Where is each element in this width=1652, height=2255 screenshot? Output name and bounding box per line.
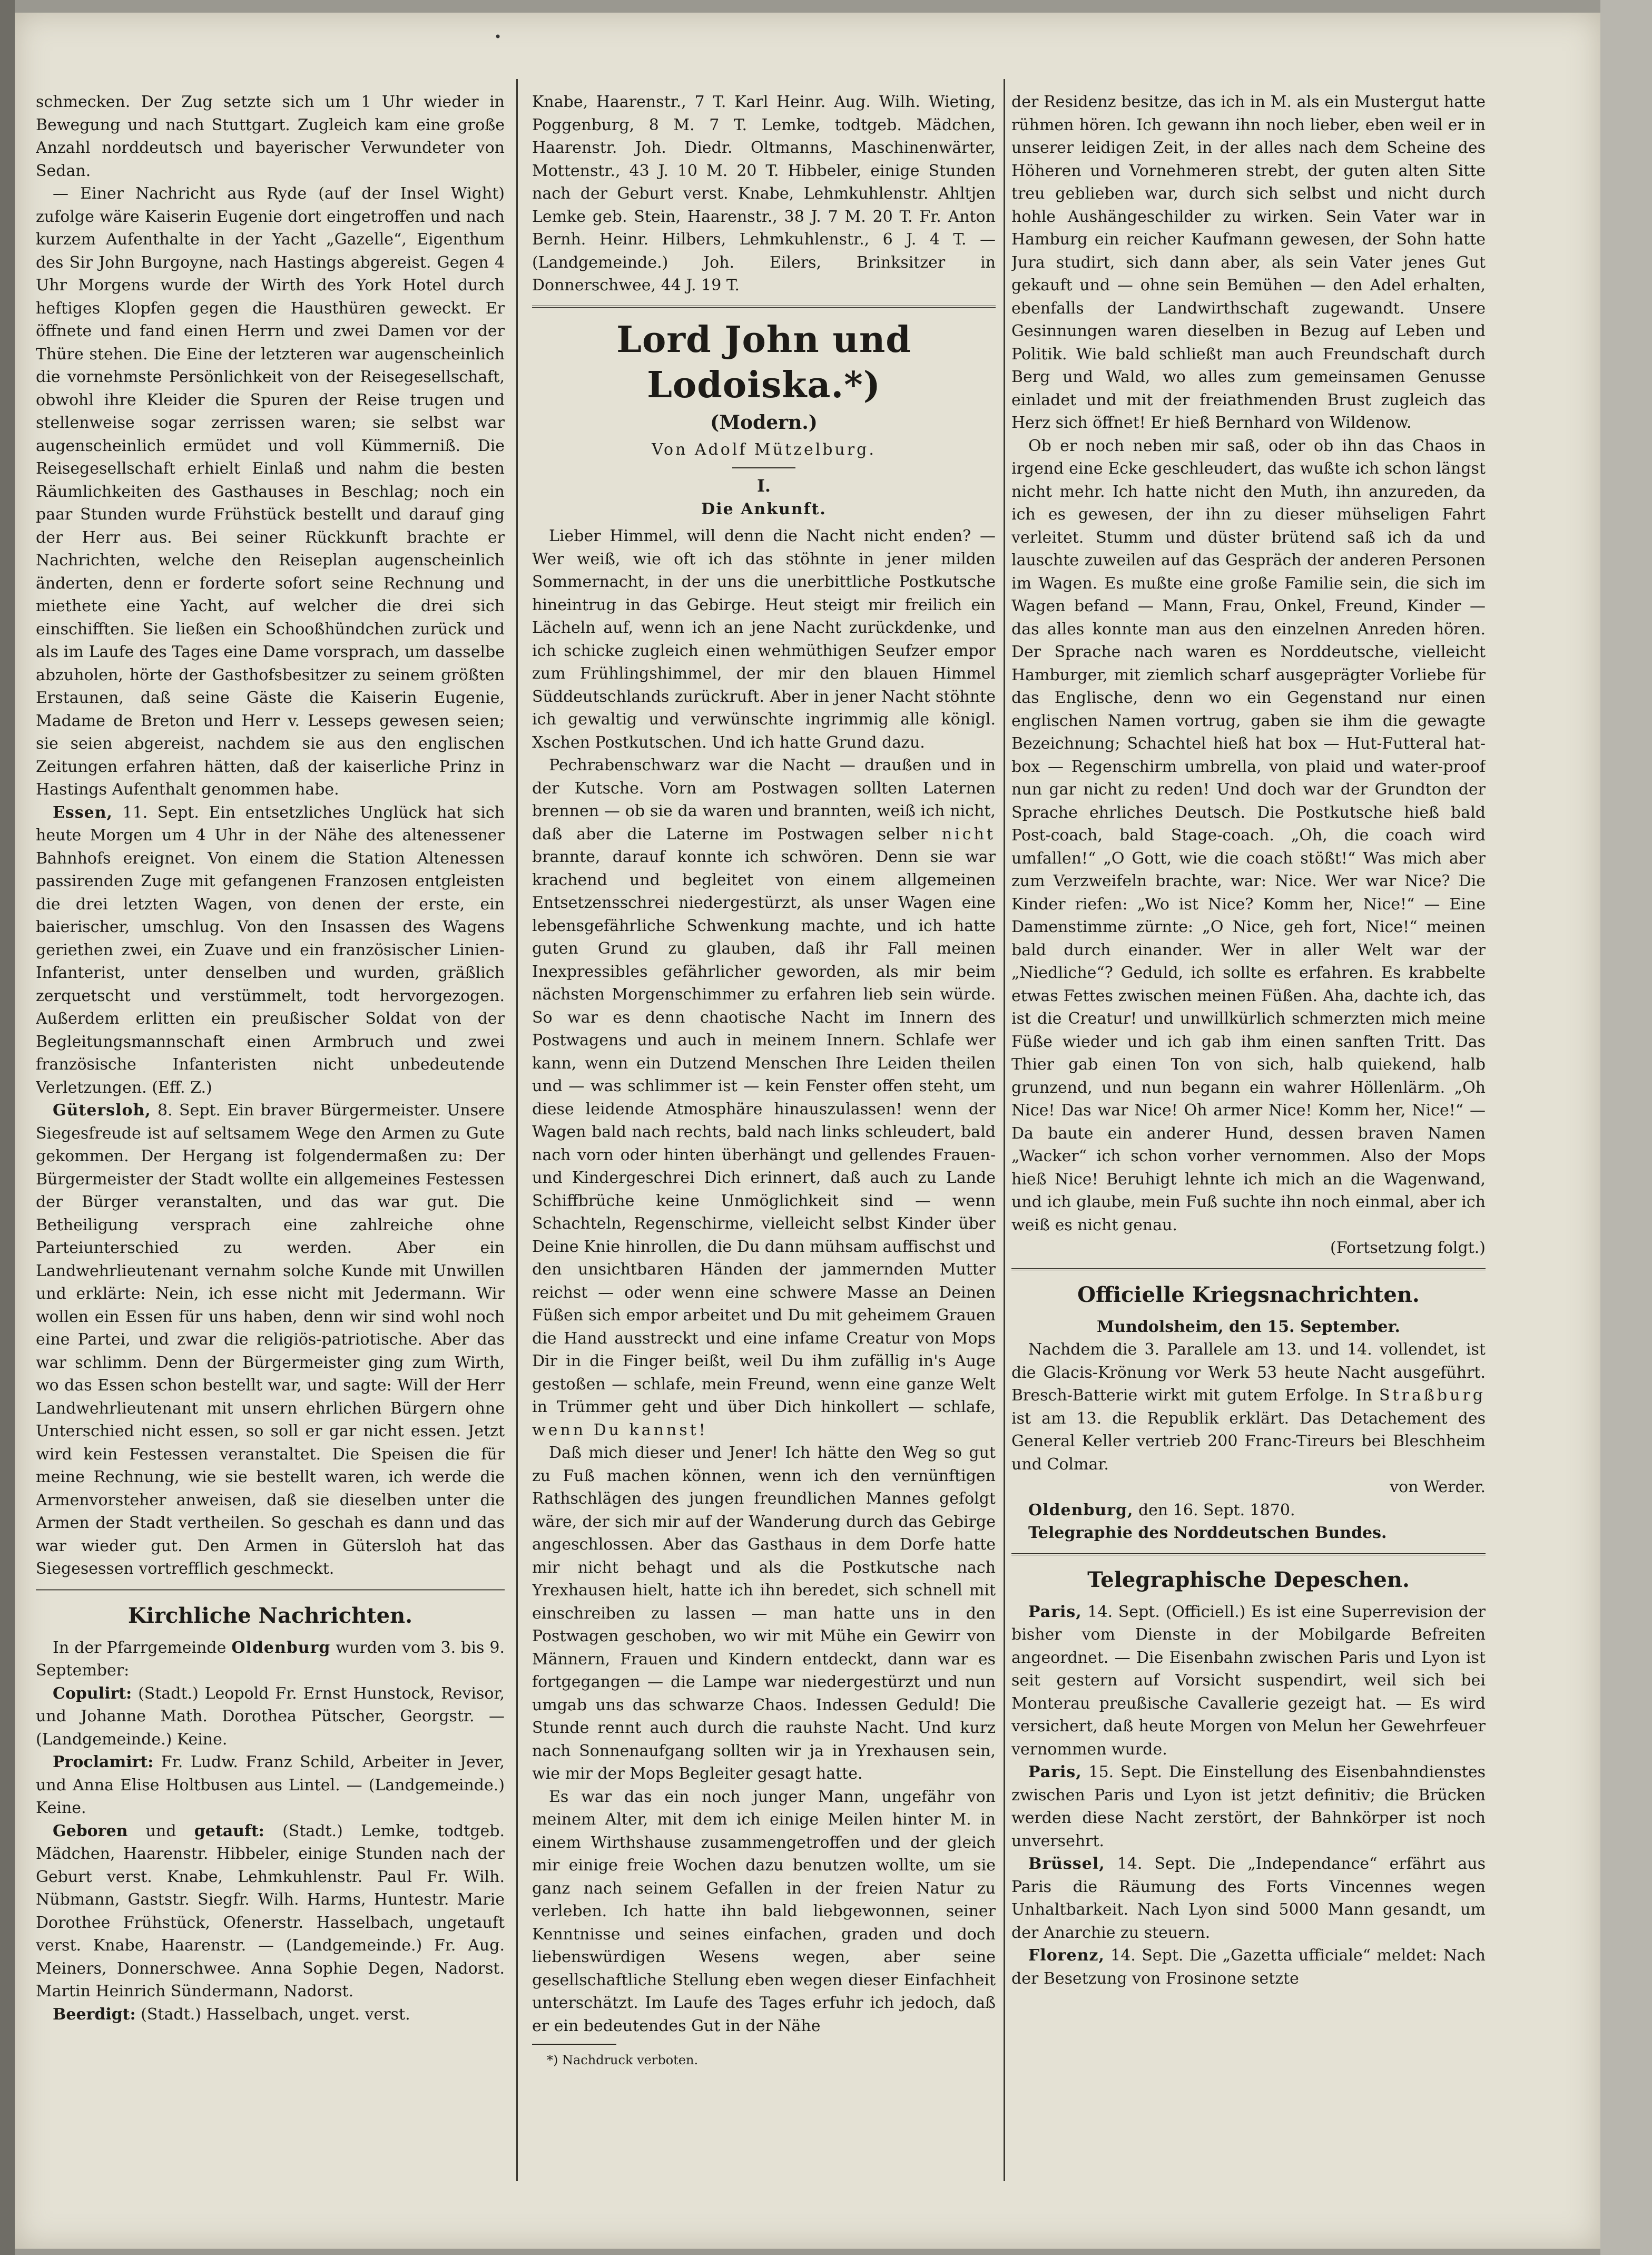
story-paragraph-1: Lieber Himmel, will denn die Nacht nicht enden? — Wer weiß, wie oft ich das stöhnte in jener milden Sommernacht, in der uns die unerbittliche Postkutsche hineintrug in das Gebirge. Heut steigt mir freilich ein Lächeln auf, wenn ich an jene Nacht zurückdenke, und ich schicke zugleich einen wehmüthigen Seufzer empor zum Frühlingshimmel, der mir den blauen Himmel Süddeutschlands zurückruft. Aber in jener Nacht stöhnte ich gewaltig und verwünschte ingrimmig alle königl. Xschen Postkutschen. Und ich hatte Grund dazu. bbox=[532, 527, 996, 752]
dispatch-place: Brüssel, bbox=[1028, 1855, 1105, 1873]
war-divider bbox=[1011, 1268, 1486, 1270]
footnote: *) Nachdruck verboten. bbox=[547, 2053, 699, 2067]
story-author: Von Adolf Mützelburg. bbox=[652, 440, 876, 459]
chapter-title: Die Ankunft. bbox=[701, 499, 827, 518]
geboren-label: Geboren bbox=[53, 1821, 128, 1840]
column-3 bbox=[1011, 91, 1486, 2198]
church-place: Oldenburg bbox=[231, 1638, 331, 1657]
dispatch-place: Florenz, bbox=[1028, 1946, 1105, 1965]
feuilleton-divider bbox=[532, 306, 996, 308]
dispatch-text: 14. Sept. Die „Gazetta ufficiale“ meldet: Nach der Besetzung von Frosinone setzte bbox=[1011, 1946, 1486, 1988]
ink-mark: • bbox=[494, 30, 502, 44]
copulirt-entry bbox=[36, 1682, 505, 1751]
story-paragraph-4: Es war das ein noch junger Mann, ungefähr von meinem Alter, mit dem ich einige Meilen hinter M. in einem Wirthshause zusammengetroffen und der gleich mir einige freie Wochen dazu benutzen wollte, um sie ganz nach seinem Gefallen in der freien Natur zu verleben. Ich hatte ihn bald liebgewonnen, seiner Kenntnisse und seines einfachen, graden und doch liebenswürdigen Wesens wegen, aber seine gesellschaftliche Stellung eben wegen dieser Einfachheit unterschätzt. Im Laufe des Tages erfuhr ich jedoch, daß er ein bedeutendes Gut in der Nähe bbox=[532, 1787, 996, 2035]
scan-left-edge bbox=[0, 0, 15, 2255]
dispatch-florenz bbox=[1011, 1944, 1486, 1990]
dispatch-place: Paris, bbox=[1028, 1763, 1082, 1781]
oldenburg-place: Oldenburg, bbox=[1028, 1501, 1134, 1519]
dispatch-text: 14. Sept. Die „Independance“ erfährt aus Paris die Räumung des Forts Vincennes wegen Unhaltbarkeit. Nach Lyon sind 5000 Mann gesandt, um der Anarchie zu steuern. bbox=[1011, 1855, 1486, 1942]
church-news-heading: Kirchliche Nachrichten. bbox=[127, 1603, 413, 1628]
oldenburg-date: den 16. Sept. 1870. bbox=[1133, 1501, 1295, 1519]
church-intro bbox=[36, 1636, 505, 1682]
war-report-b: ist am 13. die Republik erklärt. Das Detachement des General Keller vertrieb 200 Franc-Tireurs bei Bleschheim und Colmar. bbox=[1011, 1409, 1486, 1474]
section-divider bbox=[36, 1589, 505, 1591]
war-report-a: Nachdem die 3. Parallele am 13. und 14. vollendet, ist die Glacis-Krönung vor Werk 53 heute Nacht ausgeführt. Bresch-Batterie wirkt mit gutem Erfolge. In bbox=[1011, 1340, 1486, 1405]
story-continued-2: Ob er noch neben mir saß, oder ob ihn das Chaos in irgend eine Ecke geschleudert, das wußte ich schon längst nicht mehr. Ich hatte nicht den Muth, ihn anzureden, da ich es gewesen, der ihn zu dieser mühseligen Fahrt verleitet. Stumm und düster brütend saß ich da und lauschte zuweilen auf das Gespräch der anderen Personen im Wagen. Es mußte eine große Familie sein, die sich im Wagen befand — Mann, Frau, Onkel, Freund, Kinder — das alles konnte man aus den einzelnen Anreden hören. Der Sprache nach waren es Norddeutsche, vielleicht Hamburger, mit ziemlich scharf ausgeprägter Vorliebe für das Englische, denn wo ein Gegenstand nur einen englischen Namen vortrug, gaben sie ihm die gewagte Bezeichnung; Schachtel hieß hat box — Hut-Futteral hat-box — Regenschirm umbrella, von plaid und water-proof nun gar nicht zu reden! Und doch war der Grundton der Sprache ehrliches Deutsch. Die Postkutsche hieß bald Post-coach, bald Stage-coach. „Oh, die coach wird umfallen!“ „O Gott, wie die coach stößt!“ Was mich aber zum Verzweifeln brachte, war: Nice. Wer war Nice? Die Kinder riefen: „Wo ist Nice? Komm her, Nice!“ — Eine Damenstimme zürnte: „O Nice, geh fort, Nice!“ meinen bald durch einander. Wer in aller Welt war der „Niedliche“? Geduld, ich sollte es erfahren. Es krabbelte etwas Fettes zwischen meinen Füßen. Aha, dachte ich, das ist die Creatur! und unwillkürlich schmerzten mich meine Füße wieder und ich gab ihm einen sanften Tritt. Das Thier gab einen Ton von sich, halb quiekend, halb grunzend, und nun begann ein wahrer Höllenlärm. „Oh Nice! Das war Nice! Oh armer Nice! Komm her, Nice!“ — Da baute ein anderer Hund, dessen braven Namen „Wacker“ ich schon vorher vernommen. Also der Mops hieß Nice! Beruhigt lehnte ich mich an die Wagenwand, und ich glaube, mein Fuß suchte ihn noch einmal, aber ich weiß es nicht genau. bbox=[1011, 436, 1486, 1234]
telegraph-heading: Telegraphische Depeschen. bbox=[1087, 1567, 1410, 1592]
telegraph-divider bbox=[1011, 1553, 1486, 1555]
story-continued-1: der Residenz besitze, das ich in M. als ein Mustergut hatte rühmen hören. Ich gewann ihn noch lieber, eben weil er in unserer leidigen Zeit, in der alles nach dem Scheine des Höheren und Vornehmeren strebt, der guten alten Sitte treu geblieben war, durch sich selbst und nicht durch hohle Aushängeschilder zu wirken. Sein Vater war in Hamburg ein reicher Kaufmann gewesen, der Sohn hatte Jura studirt, sich dann aber, als sein Vater jenes Gut gekauft und — ohne sein Bemühen — den Adel erhalten, ebenfalls der Landwirthschaft zugewandt. Unsere Gesinnungen waren dieselben in Bezug auf Leben und Politik. Wie bald schließt man auch Freundschaft durch Berg und Wald, wo alles zum gemeinsamen Genusse einladet und mit der freiathmenden Brust zugleich das Herz sich öffnet! Er hieß Bernhard von Wildenow. bbox=[1011, 93, 1486, 432]
proclamirt-text: Fr. Ludw. Franz Schild, Arbeiter in Jever, und Anna Elise Holtbusen aus Lintel. — (Landgemeinde.) Keine. bbox=[36, 1753, 505, 1817]
beerdigt-label: Beerdigt: bbox=[53, 2005, 136, 2024]
war-signature: von Werder. bbox=[1390, 1478, 1486, 1496]
dispatch-text: 15. Sept. Die Einstellung des Eisenbahndienstes zwischen Paris und Lyon ist jetzt definitiv; die Brücken werden diese Nacht zerstört, der Bahnkörper ist noch unversehrt. bbox=[1011, 1763, 1486, 1850]
story-paragraph-2 bbox=[532, 754, 996, 1442]
story-emphasis-nicht: nicht bbox=[941, 825, 996, 844]
beerdigt-continued: Knabe, Haarenstr., 7 T. Karl Heinr. Aug. Wilh. Wieting, Poggenburg, 8 M. 7 T. Lemke, todtgeb. Mädchen, Haarenstr. Joh. Diedr. Oltmanns, Maschinenwärter, Mottenstr., 43 J. 10 M. 20 T. Hibbeler, einige Stunden nach der Geburt verst. Knabe, Lehmkuhlenstr. Ahltjen Lemke geb. Stein, Haarenstr., 38 J. 7 M. 20 T. Fr. Anton Bernh. Heinr. Hilbers, Lehmkuhlenstr., 6 J. 4 T. — (Landgemeinde.) Joh. Eilers, Brinksitzer in Donnerschwee, 44 J. 19 T. bbox=[532, 93, 996, 295]
dispatch-place: Paris, bbox=[1028, 1602, 1082, 1621]
article-guetersloh bbox=[36, 1099, 505, 1581]
article-essen bbox=[36, 801, 505, 1100]
dateline-guetersloh: Gütersloh, bbox=[53, 1101, 151, 1120]
chapter-number: I. bbox=[756, 476, 771, 496]
column-1 bbox=[36, 91, 505, 2198]
war-report-strassburg: Straßburg bbox=[1379, 1386, 1486, 1405]
dispatch-paris-2 bbox=[1011, 1761, 1486, 1852]
story-title: Lord John und Lodoiska.*) bbox=[616, 318, 911, 406]
copulirt-label: Copulirt: bbox=[53, 1684, 132, 1703]
geboren-connector: und bbox=[127, 1821, 194, 1840]
war-dateline: Mundolsheim, den 15. September. bbox=[1097, 1317, 1400, 1336]
article-guetersloh-text: 8. Sept. Ein braver Bürgermeister. Unsere Siegesfreude ist auf seltsamem Wege den Armen zu Gute gekommen. Der Hergang ist folgendermaßen zu: Der Bürgermeister der Stadt wollte ein allgemeines Festessen der Bürger veranstalten, und das war gut. Die Betheiligung versprach eine zahlreiche ohne Parteiunterschied zu werden. Aber ein Landwehrlieutenant vernahm solche Kunde mit Unwillen und erklärte: Nein, ich esse nicht mit Jedermann. Wir wollen ein Essen für uns haben, denn wir sind wohl noch eine Partei, und zwar die religiös-patriotische. Aber das war schlimm. Denn der Bürgermeister ging zum Wirth, wo das Essen schon bestellt war, und sagte: Will der Herr Landwehrlieutenant mit unsern ehrlichen Bürgern ohne Unterschied nicht essen, so soll er gar nicht essen. Jetzt wird kein Festessen veranstaltet. Die Speisen die für meine Rechnung, wie sie bestellt waren, ich werde die Armenvorsteher anweisen, daß sie dieselben unter die Armen der Stadt vertheilen. So geschah es dann und das war wieder gut. Den Armen in Gütersloh hat das Siegesessen vortrefflich geschmeckt. bbox=[36, 1101, 505, 1578]
column-2 bbox=[532, 91, 996, 2198]
article-continued: schmecken. Der Zug setzte sich um 1 Uhr wieder in Bewegung und nach Stuttgart. Zugleich kam eine große Anzahl norddeutsch und bayerischer Verwundeter von Sedan. bbox=[36, 93, 505, 180]
article-essen-text: 11. Sept. Ein entsetzliches Unglück hat sich heute Morgen um 4 Uhr in der Nähe des altenessener Bahnhofs ereignet. Von einem die Station Altenessen passirenden Zuge mit gefangenen Franzosen entgleisten die drei letzten Wagen, von denen der erste, ein baierischer, umschlug. Von den Insassen des Wagens geriethen zwei, ein Zuave und ein französischer Linien-Infanterist, unter denselben und wurden, gräßlich zerquetscht und verstümmelt, todt hervorgezogen. Außerdem erlitten ein preußischer Soldat von der Begleitungsmannschaft einen Armbruch und zwei französische Infanteristen nicht unbedeutende Verletzungen. (Eff. Z.) bbox=[36, 803, 505, 1097]
beerdigt-text: (Stadt.) Hasselbach, unget. verst. bbox=[135, 2005, 410, 2024]
beerdigt-entry bbox=[36, 2003, 505, 2026]
dispatch-text: 14. Sept. (Officiell.) Es ist eine Superrevision der bisher vom Dienste in der Mobilgarde Befreiten angeordnet. — Die Eisenbahn zwischen Paris und Lyon ist seit gestern auf Vorsicht suspendirt, weil sich bei Monterau preußische Cavallerie gezeigt hat. — Es wird versichert, daß heute Morgen von Melun her Gewehrfeuer vernommen wurde. bbox=[1011, 1602, 1486, 1759]
scan-right-edge bbox=[1600, 0, 1652, 2255]
war-report bbox=[1011, 1338, 1486, 1476]
to-be-continued: (Fortsetzung folgt.) bbox=[1330, 1239, 1486, 1257]
copulirt-text: (Stadt.) Leopold Fr. Ernst Hunstock, Revisor, und Johanne Math. Dorothea Pütscher, Georgstr. — (Landgemeinde.) Keine. bbox=[36, 1684, 505, 1749]
church-intro-dates: wurden vom 3. bis 9. September: bbox=[36, 1638, 505, 1680]
getauft-label: getauft: bbox=[194, 1821, 264, 1840]
title-rule bbox=[732, 467, 795, 468]
story-paragraph-3: Daß mich dieser und Jener! Ich hätte den Weg so gut zu Fuß machen können, wenn ich den vernünftigen Rathschlägen des jungen freundlichen Mannes gefolgt wäre, der sich mir auf der Wanderung durch das Gebirge angeschlossen. Aber das Gasthaus in dem Dorfe hatte mir nicht behagt und als die Postkutsche nach Yrexhausen hielt, hatte ich ihn beredet, sich schnell mit einschreiben zu lassen — man hatte uns in den Postwagen geschoben, wo wir mit Mühe ein Gewirr von Männern, Frauen und Kindern entdeckt, dann war es fortgegangen — die Lampe war niedergestürzt und nun umgab uns das schwarze Chaos. Indessen Geduld! Die Stunde rennt auch durch die rauhste Nacht. Und kurz nach Sonnenaufgang sollten wir ja in Yrexhausen sein, wie mir der Mops Begleiter gesagt hatte. bbox=[532, 1444, 996, 1783]
story-emphasis-kannst: wenn Du kannst! bbox=[532, 1420, 708, 1439]
column-rule-1 bbox=[516, 79, 518, 2181]
column-rule-2 bbox=[1004, 79, 1005, 2181]
story-subtitle: (Modern.) bbox=[710, 411, 818, 434]
dispatch-paris-1 bbox=[1011, 1601, 1486, 1761]
dateline-essen: Essen, bbox=[53, 803, 113, 822]
story-paragraph-2c: brannte, darauf konnte ich schwören. Denn sie war krachend und begleitet von einem allgemeinen Entsetzensschrei niedergestürzt, als unser Wagen eine lebensgefährliche Schwenkung machte, und ich hatte guten Grund zu glauben, daß ihr Fall meinen Inexpressibles gefährlicher geworden, als mir beim nächsten Morgenschimmer zu erfahren lieb sein würde. So war es denn chaotische Nacht im Innern des Postwagens und auch in meinem Innern. Schlafe wer kann, wenn ein Dutzend Menschen Ihre Leiden theilen und — was schlimmer ist — kein Fenster offen steht, um diese leidende Atmosphäre hinauszulassen! wenn der Wagen bald nach rechts, bald nach links schleudert, bald nach vorn oder hinten überhängt und gellendes Frauen- und Kindergeschrei Dich erinnert, daß auch zu Lande Schiffbrüche keine Unmöglichkeit sind — wenn Schachteln, Regenschirme, vielleicht selbst Kinder über Deine Knie hinrollen, die Du dann mühsam auffischst und den unsichtbaren Händen der jammernden Mutter reichst — oder wenn eine schwere Masse an Deinen Füßen sich empor arbeitet und Du mit geheimem Grauen die Hand ausstreckt und eine infame Creatur von Mops Dir in die Finger beißt, weil Du ihm zufällig in's Auge gestoßen — schlafe, mein Freund, wenn eine ganze Welt in Trümmer geht und über Dich hinkollert — schlafe, bbox=[532, 848, 996, 1416]
oldenburg-dateline bbox=[1011, 1499, 1486, 1522]
proclamirt-entry bbox=[36, 1751, 505, 1820]
church-intro-text: In der Pfarrgemeinde bbox=[53, 1638, 232, 1657]
geboren-text: (Stadt.) Lemke, todtgeb. Mädchen, Haarenstr. Hibbeler, einige Stunden nach der Geburt verst. Knabe, Lehmkuhlenstr. Paul Fr. Wilh. Nübmann, Gaststr. Siegfr. Wilh. Harms, Huntestr. Marie Dorothee Frühstück, Ofenerstr. Hasselbach, ungetauft verst. Knabe, Haarenstr. — (Landgemeinde.) Fr. Aug. Meiners, Donnerschwee. Anna Sophie Degen, Nadorst. Martin Heinrich Sündermann, Nadorst. bbox=[36, 1821, 505, 2001]
dispatch-bruessel bbox=[1011, 1852, 1486, 1944]
war-news-heading: Officielle Kriegsnachrichten. bbox=[1077, 1282, 1420, 1307]
article-ryde: — Einer Nachricht aus Ryde (auf der Insel Wight) zufolge wäre Kaiserin Eugenie dort eingetroffen und nach kurzem Aufenthalte in der Yacht „Gazelle“, Eigenthum des Sir John Burgoyne, nach Hastings abgereist. Gegen 4 Uhr Morgens wurde der Wirth des York Hotel durch heftiges Klopfen gegen die Hausthüren geweckt. Er öffnete und fand einen Herrn und zwei Damen vor der Thüre stehen. Die Eine der letzteren war augenscheinlich die vornehmste Persönlichkeit von der Reisegesellschaft, obwohl ihre Kleider die Spuren der Reise trugen und stellenweise sogar zerrissen waren; sie selbst war augenscheinlich ermüdet und voll Kümmerniß. Die Reisegesellschaft erhielt Einlaß und nahm die besten Räumlichkeiten des Gasthauses in Beschlag; noch ein paar Stunden wurde Frühstück bestellt und darauf ging der Herr aus. Bei seiner Rückkunft brachte er Nachrichten, welche den Reiseplan augenscheinlich änderten, denn er forderte sofort seine Rechnung und miethete eine Yacht, auf welcher die drei sich einschifften. Sie ließen ein Schooßhündchen zurück und als im Laufe des Tages eine Dame vorsprach, um dasselbe abzuholen, hörte der Gasthofsbesitzer zu seinem größten Erstaunen, daß seine Gäste die Kaiserin Eugenie, Madame de Breton und Herr v. Lesseps gewesen seien; sie seien abgereist, nachdem sie aus den englischen Zeitungen erfahren hätten, daß der kaiserliche Prinz in Hastings Aufenthalt genommen habe. bbox=[36, 184, 505, 799]
proclamirt-label: Proclamirt: bbox=[53, 1753, 154, 1771]
geboren-entry bbox=[36, 1820, 505, 2003]
story-paragraph-2a: Pechrabenschwarz war die Nacht — draußen und in der Kutsche. Vorn am Postwagen sollten Laternen brennen — ob sie da waren und brannten, weiß ich nicht, daß aber die Laterne im Postwagen selber bbox=[532, 756, 996, 844]
telegraph-bureau: Telegraphie des Norddeutschen Bundes. bbox=[1028, 1524, 1387, 1542]
footnote-rule bbox=[532, 2044, 616, 2045]
